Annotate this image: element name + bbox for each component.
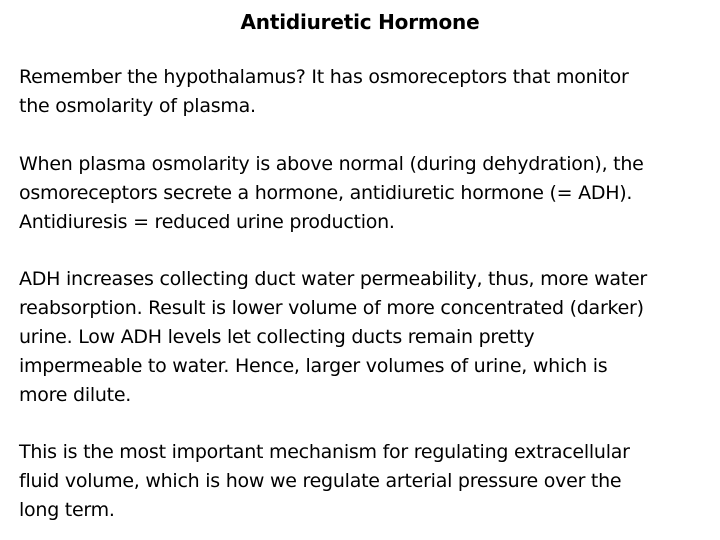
paragraph-line: Remember the hypothalamus? It has osmoreceptors that monitor: [19, 66, 629, 88]
slide-title: Antidiuretic Hormone: [240, 10, 480, 34]
paragraph-line: fluid volume, which is how we regulate arterial pressure over the: [19, 470, 622, 492]
paragraph-mechanism: [19, 438, 709, 525]
paragraph-hypothalamus: [19, 63, 709, 121]
paragraph-line: osmoreceptors secrete a hormone, antidiuretic hormone (= ADH).: [19, 182, 633, 204]
paragraph-line: urine. Low ADH levels let collecting ducts remain pretty: [19, 326, 535, 348]
paragraph-line: the osmolarity of plasma.: [19, 95, 256, 117]
paragraph-line: When plasma osmolarity is above normal (during dehydration), the: [19, 153, 644, 175]
paragraph-line: long term.: [19, 499, 115, 521]
paragraph-line: This is the most important mechanism for regulating extracellular: [19, 441, 630, 463]
paragraph-line: impermeable to water. Hence, larger volumes of urine, which is: [19, 355, 608, 377]
paragraph-line: reabsorption. Result is lower volume of more concentrated (darker): [19, 297, 644, 319]
paragraph-line: Antidiuresis = reduced urine production.: [19, 211, 395, 233]
paragraph-adh-effects: [19, 265, 709, 410]
paragraph-line: more dilute.: [19, 384, 132, 406]
paragraph-line: ADH increases collecting duct water permeability, thus, more water: [19, 268, 647, 290]
paragraph-osmolarity: [19, 150, 709, 237]
